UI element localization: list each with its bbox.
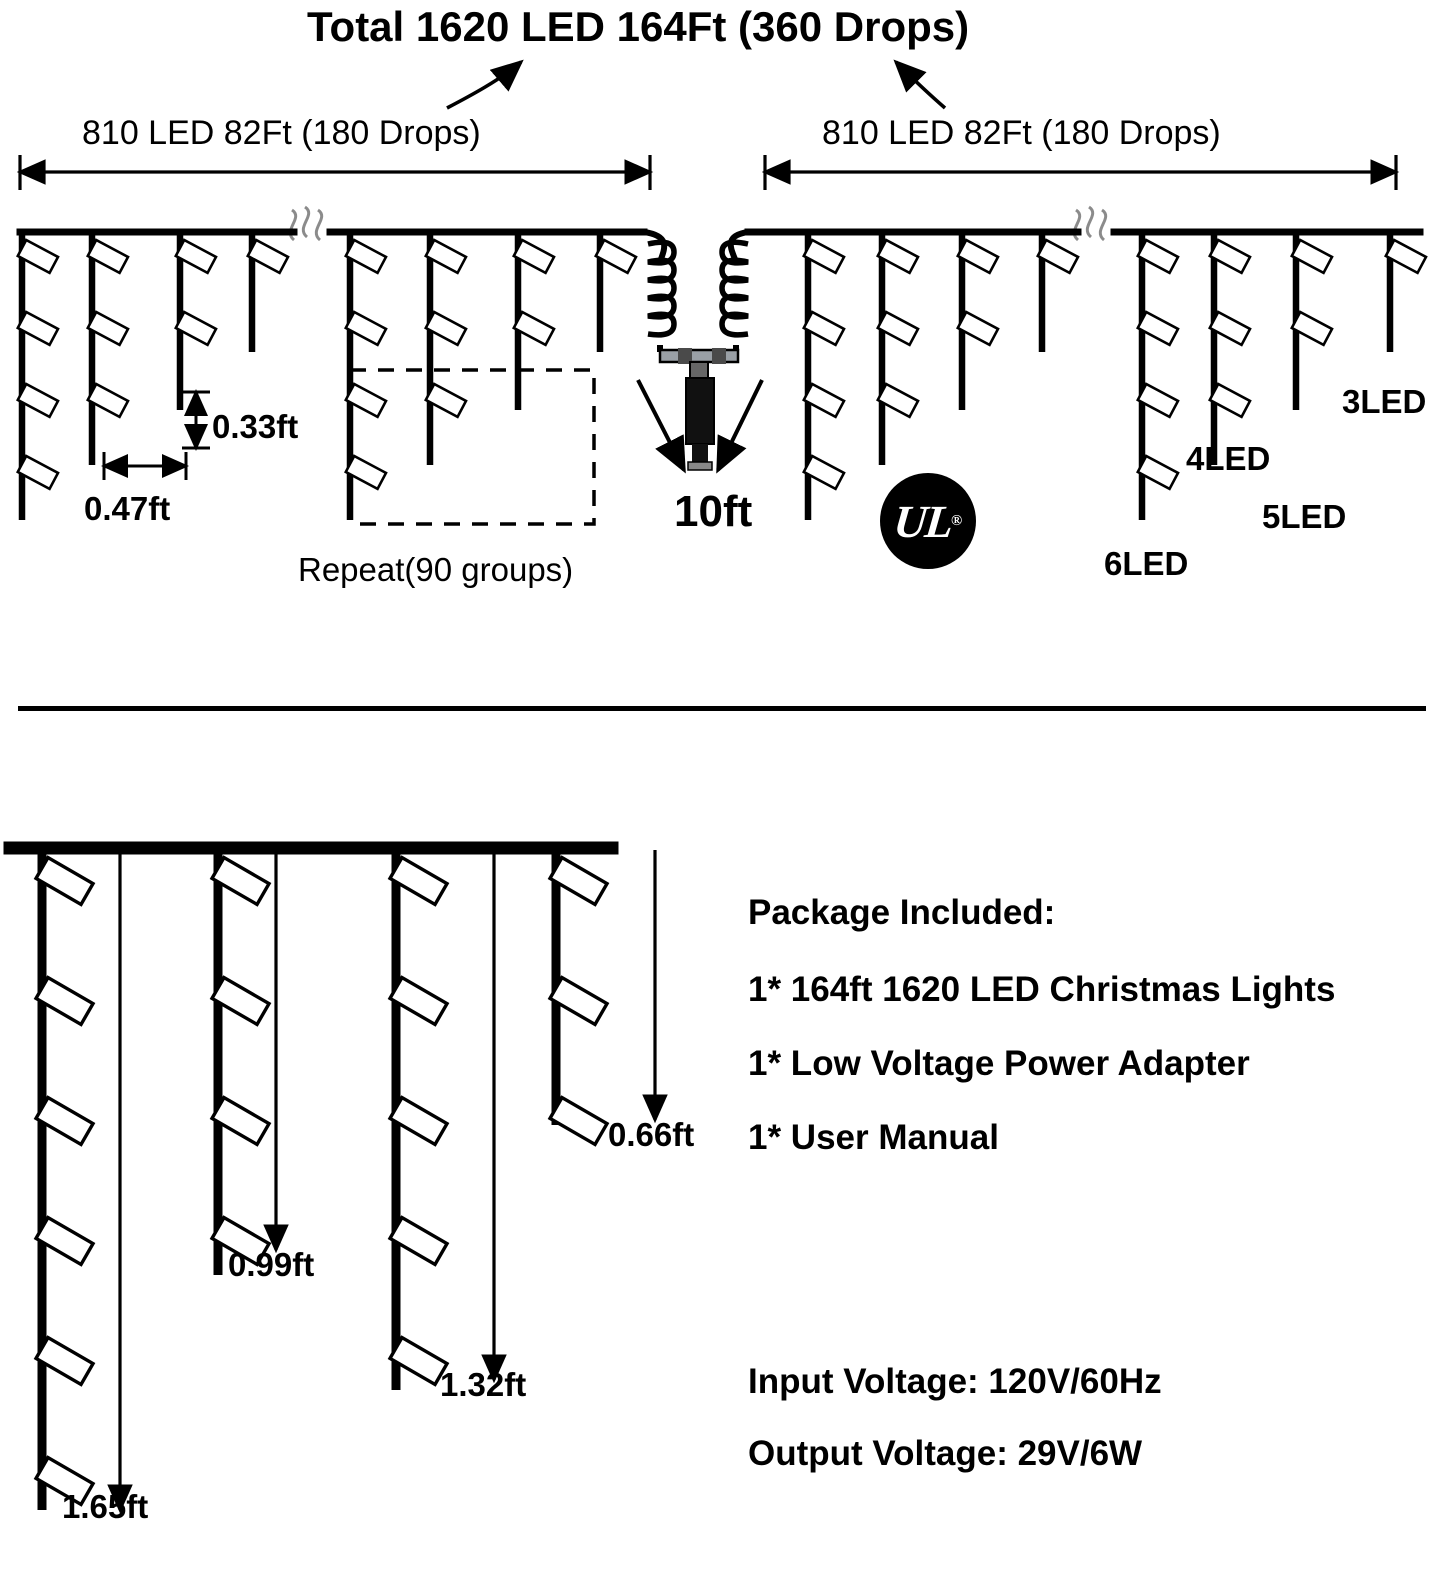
package-item-3: 1* User Manual [748,1118,999,1157]
left-drop-group [22,232,600,520]
detail-length-label-0-99: 0.99ft [228,1246,315,1283]
connector-junction [660,348,738,378]
detail-length-label-1-65: 1.65ft [62,1488,149,1525]
right-section-label: 810 LED 82Ft (180 Drops) [822,114,1221,152]
right-drop-group [808,232,1390,520]
left-bulbs [18,240,636,489]
section-divider [18,706,1426,711]
horizontal-spacing-measure [104,452,186,480]
horizontal-spacing-label: 0.47ft [84,490,171,527]
ul-badge-text: UL [891,495,954,547]
title-pointer-left [447,62,521,108]
left-span-arrow [20,155,650,190]
title-pointer-right [896,62,945,108]
diagram-title: Total 1620 LED 164Ft (360 Drops) [307,3,970,50]
ul-registered-mark: ® [951,512,963,529]
detail-bulbs [36,858,607,1505]
lead-wire-length-label: 10ft [674,487,753,536]
detail-length-label-1-32: 1.32ft [440,1366,527,1403]
detail-measure-arrows [120,850,655,1510]
detail-length-label-0-66: 0.66ft [608,1116,695,1153]
drop-label-6led: 6LED [1104,545,1189,582]
power-adapter-plug [686,378,714,470]
package-item-2: 1* Low Voltage Power Adapter [748,1044,1250,1083]
repeat-group-box [350,370,594,524]
drop-label-3led: 3LED [1342,383,1427,420]
drop-label-5led: 5LED [1262,498,1347,535]
main-light-string-diagram [0,0,1456,700]
vertical-spacing-label: 0.33ft [212,408,299,445]
drop-detail-diagram [0,820,760,1590]
input-voltage-label: Input Voltage: 120V/60Hz [748,1362,1162,1401]
right-span-arrow [765,155,1396,190]
ul-certification-badge [880,473,976,569]
output-voltage-label: Output Voltage: 29V/6W [748,1434,1143,1473]
package-item-1: 1* 164ft 1620 LED Christmas Lights [748,970,1336,1009]
package-heading: Package Included: [748,893,1056,932]
repeat-group-label: Repeat(90 groups) [298,551,574,588]
drop-label-4led: 4LED [1186,440,1271,477]
vertical-spacing-measure [182,392,210,448]
right-bulbs [804,240,1426,489]
left-section-label: 810 LED 82Ft (180 Drops) [82,114,481,152]
